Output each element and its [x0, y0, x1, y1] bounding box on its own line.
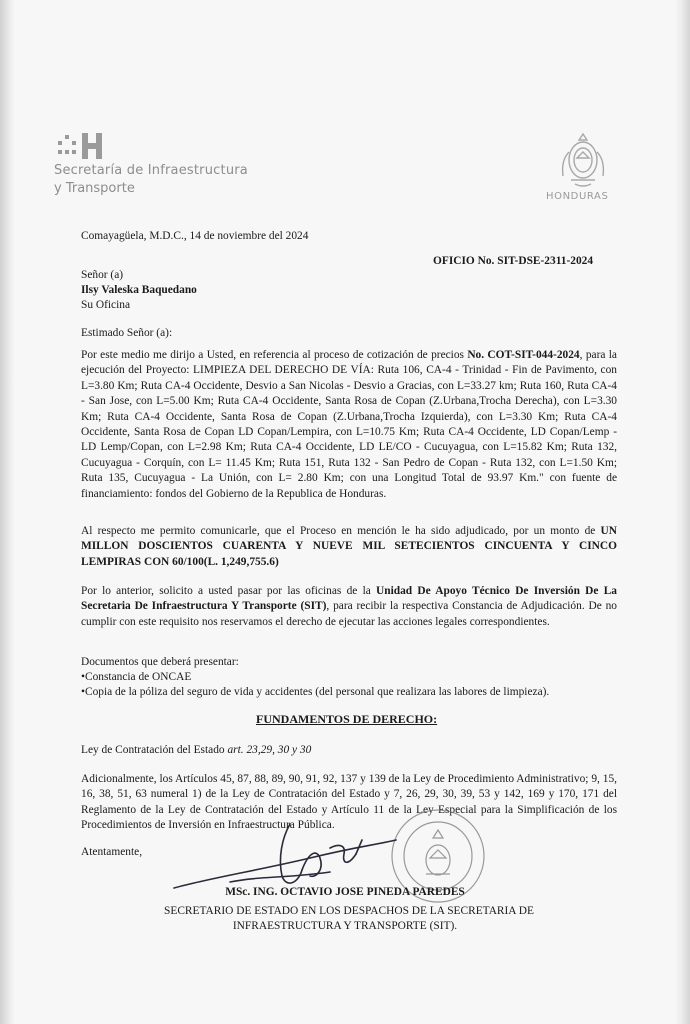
fundamentos-heading: FUNDAMENTOS DE DERECHO:: [256, 712, 438, 726]
signatory-title-line2: INFRAESTRUCTURA Y TRANSPORTE (SIT).: [232, 920, 458, 932]
org-name-line2: y Transporte: [54, 181, 135, 196]
org-name-line1: Secretaría de Infraestructura: [54, 163, 248, 178]
signatory-name: MSc. ING. OCTAVIO JOSE PINEDA PAREDES: [225, 886, 465, 898]
closing: Atentamente,: [81, 846, 143, 858]
paragraph-project: [81, 348, 617, 502]
p2-text-a: Al respecto me permito comunicarle, que el Proceso en mención le ha sido adjudicado, por un monto de: [81, 525, 601, 537]
sit-logo-icon: [56, 133, 136, 167]
p3-text-b: , para recibir la respectiva Constancia de Adjudicación. De no cumplir con este requisito nos reservamos el derecho de ejecutar las acciones legales correspondientes.: [81, 600, 617, 628]
greeting: Estimado Señor (a):: [81, 327, 173, 339]
document-item: •Constancia de ONCAE: [81, 671, 192, 683]
paragraph-instructions: [81, 584, 617, 630]
office-unit: Unidad De Apoyo Técnico De Inversión De La Secretaria De Infraestructura Y Transporte (SIT): [81, 585, 618, 613]
law-reference: [81, 743, 311, 758]
recipient-office: Su Oficina: [81, 299, 131, 311]
recipient-name: Ilsy Valeska Baquedano: [81, 284, 197, 296]
oficio-number: OFICIO No. SIT-DSE-2311-2024: [433, 255, 594, 267]
country-label: HONDURAS: [546, 191, 609, 202]
document-item: •Copia de la póliza del seguro de vida y accidentes (del personal que realizara las labores de limpieza).: [81, 686, 550, 698]
paragraph-additional: Adicionalmente, los Artículos 45, 87, 88, 89, 90, 91, 92, 137 y 139 de la Ley de Procedimiento Administrativo; 9, 15, 16, 38, 51, 63 numeral 1) de la Ley de Contratación del Estado y 7, 26, 29, 30, 39, 53 y 142, 169 y 170, 171 del Reglamento de la Ley de Contratación del Estado y Artículo 11 de la Ley Especial para la Simplificación de los Procedimientos de Inversión en Infraestructura Pública.: [81, 773, 617, 832]
documents-intro: Documentos que deberá presentar:: [81, 656, 239, 668]
p1-reference: No. COT-SIT-044-2024: [467, 349, 580, 361]
page-edge-left: [0, 0, 14, 1024]
paragraph-award: [81, 524, 617, 570]
p3-text-a: Por lo anterior, solicito a usted pasar por las oficinas de la: [81, 585, 377, 597]
award-amount: UN MILLON DOSCIENTOS CUARENTA Y NUEVE MIL SETECIENTOS CINCUENTA Y CINCO LEMPIRAS CON 60/100(L. 1,249,755.6): [81, 525, 617, 568]
recipient-salutation: Señor (a): [81, 269, 124, 281]
page-edge-right: [676, 0, 690, 1024]
p1-text-b: , para la ejecución del Proyecto: LIMPIEZA DEL DERECHO DE VÍA: Ruta 106, CA-4 - Trinidad - Fin de Pavimento, con L=3.80 Km; Ruta CA-4 Occidente, Desvio a San Nicolas - Desvio a Gracias, con L=33.27 km; Ruta 160, Ruta CA-4 - San Jose, con L=5.00 Km; Ruta CA-4 Occidente, Santa Rosa de Copan (Z.Urbana,Trocha Derecha), con L=3.30 Km; Ruta CA-4 Occidente, Santa Rosa de Copan (Z.Urbana,Trocha Izquierda), con L=3.30 Km; Ruta CA-4 Occidente, Santa Rosa de Copan LD Copan/Lempira, con L=10.75 Km; Ruta CA-4 Occidente, LD Copan/Lemp - LD Lemp/Copan, con L=2.98 Km; Ruta CA-4 Occidente, LD LE/CO - Cucuyagua, con L=15.82 Km; Ruta 132, Cucuyagua - Corquín, con L= 11.45 Km; Ruta 151, Ruta 132 - San Pedro de Copan - Ruta 132, con L=1.50 Km; Ruta 135, Cucuyagua - La Unión, con L= 2.80 Km; con una Longitud Total de 93.97 Km." con fuente de financiamiento: fondos del Gobierno de la Republica de Honduras.: [81, 349, 617, 500]
law-text: Ley de Contratación del Estado: [81, 744, 228, 756]
signatory-title-line1: SECRETARIO DE ESTADO EN LOS DESPACHOS DE LA SECRETARIA DE: [164, 905, 534, 917]
place-date: Comayagüela, M.D.C., 14 de noviembre del 2024: [81, 230, 309, 242]
law-articles: art. 23,29, 30 y 30: [227, 744, 312, 756]
p1-text-a: Por este medio me dirijo a Usted, en referencia al proceso de cotización de precios: [81, 349, 468, 361]
honduras-crest-icon: [555, 130, 611, 190]
